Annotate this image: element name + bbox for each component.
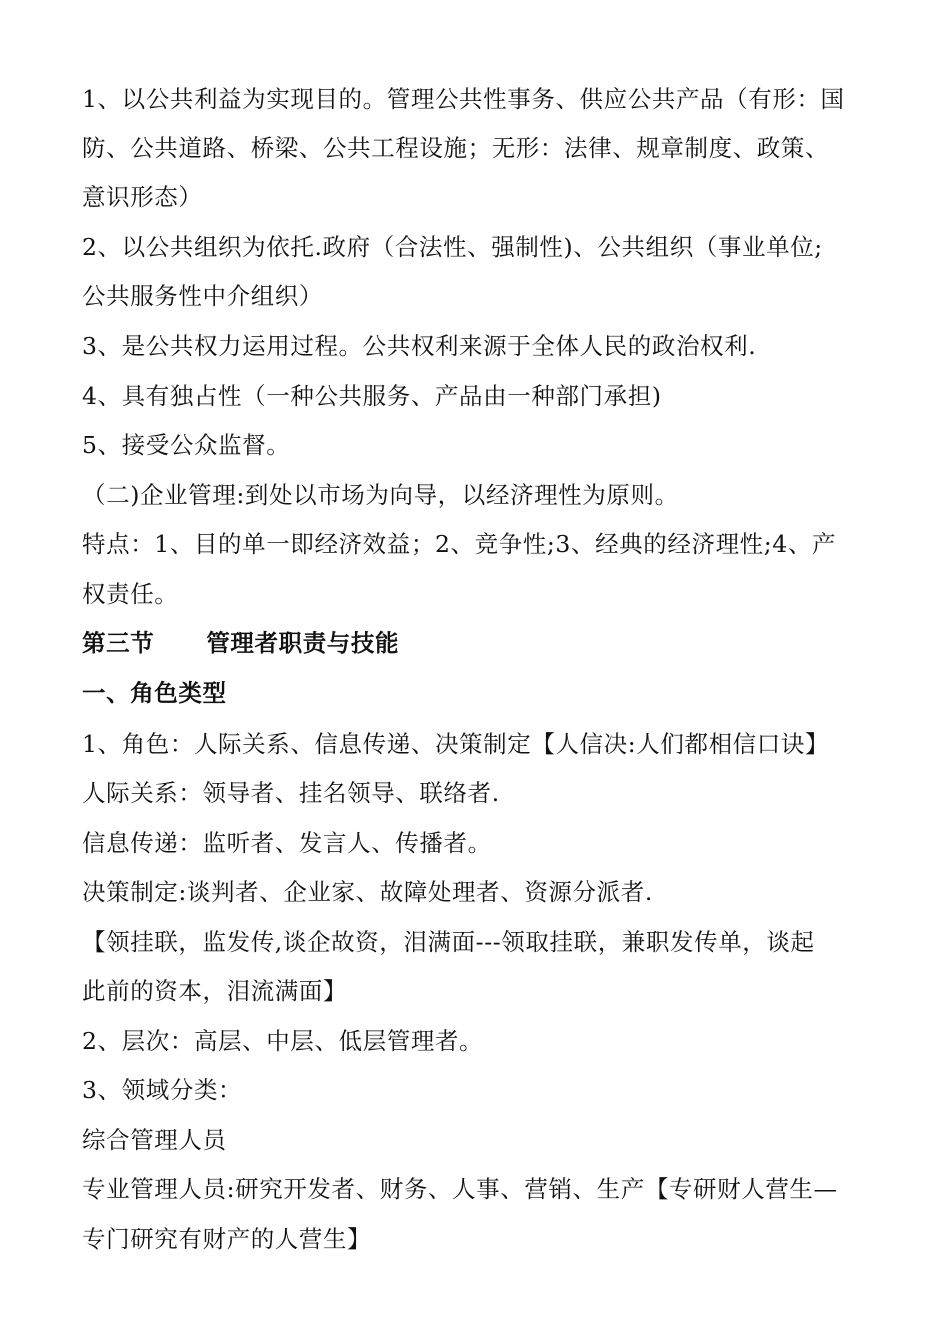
text-line: 2、层次：高层、中层、低层管理者。 <box>82 1027 484 1055</box>
text-line: 公共服务性中介组织） <box>82 282 323 310</box>
text-line: 防、公共道路、桥梁、公共工程设施；无形：法律、规章制度、政策、 <box>82 134 830 162</box>
text-line: 决策制定:谈判者、企业家、故障处理者、资源分派者. <box>82 878 653 906</box>
text-line: 【领挂联，监发传,谈企故资，泪满面---领取挂联，兼职发传单，谈起 <box>82 928 815 956</box>
text-line: 人际关系：领导者、挂名领导、联络者. <box>82 779 500 807</box>
text-line: 权责任。 <box>82 580 179 608</box>
section-number: 第三节 <box>82 629 155 657</box>
text-line: 1、以公共利益为实现目的。管理公共性事务、供应公共产品（有形：国 <box>82 85 845 113</box>
text-line: 专业管理人员:研究开发者、财务、人事、营销、生产【专研财人营生— <box>82 1175 838 1203</box>
text-line: 此前的资本，泪流满面】 <box>82 977 348 1005</box>
text-line: 3、领域分类： <box>82 1076 243 1104</box>
text-line: 1、角色：人际关系、信息传递、决策制定【人信决:人们都相信口诀】 <box>82 730 830 758</box>
section-title: 管理者职责与技能 <box>206 629 400 657</box>
text-line: 2、以公共组织为依托.政府（合法性、强制性)、公共组织（事业单位; <box>82 233 823 261</box>
text-line: 专门研究有财产的人营生】 <box>82 1225 372 1253</box>
text-line: 意识形态） <box>82 183 203 211</box>
subheading: 一、角色类型 <box>82 679 227 707</box>
text-line: 综合管理人员 <box>82 1126 227 1154</box>
text-line: 5、接受公众监督。 <box>82 431 291 459</box>
text-line: 3、是公共权力运用过程。公共权利来源于全体人民的政治权利. <box>82 332 757 360</box>
text-line: （二)企业管理:到处以市场为向导，以经济理性为原则。 <box>82 481 679 509</box>
text-line: 信息传递：监听者、发言人、传播者。 <box>82 829 492 857</box>
section-heading <box>82 626 902 660</box>
text-line: 特点：1、目的单一即经济效益；2、竞争性;3、经典的经济理性;4、产 <box>82 530 837 558</box>
text-line: 4、具有独占性（一种公共服务、产品由一种部门承担) <box>82 382 662 410</box>
